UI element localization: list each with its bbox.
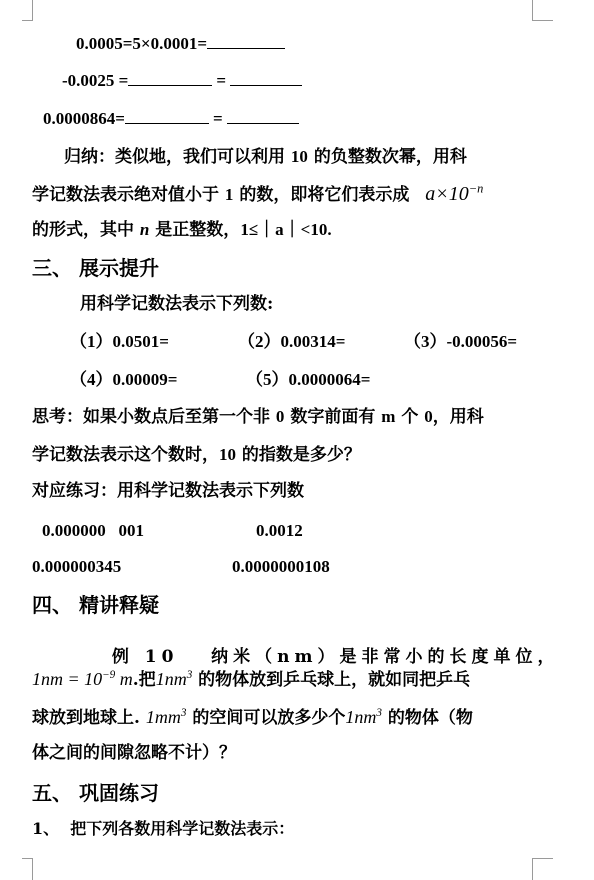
think-text: 的指数是多少？ — [236, 445, 361, 465]
section-5-heading: 五、 巩固练习 — [32, 781, 159, 805]
equation-line-1 — [76, 35, 285, 52]
answer-blank — [125, 122, 209, 124]
exercise-1-instruction: 1、 把下列各数用科学记数法表示： — [32, 819, 295, 838]
think-number: 10 — [219, 445, 236, 464]
summary-line-3 — [32, 221, 332, 239]
unit-exponent: 3 — [180, 707, 187, 720]
item-1: （1）0.0501= — [70, 332, 169, 351]
section-4-heading: 四、 精讲释疑 — [32, 593, 159, 617]
task-1-instruction: 用科学记数法表示下列数: — [80, 294, 274, 314]
summary-text: 的形式，其中 — [32, 220, 140, 240]
expr-exponent: −n — [468, 181, 484, 196]
nm-exponent: −9 — [102, 669, 116, 682]
example-text: .把 — [132, 670, 156, 690]
unit-nm3 — [345, 707, 382, 727]
example-line-1 — [90, 632, 560, 666]
think-number: 0 — [275, 407, 285, 426]
item-3: （3）-0.00056= — [404, 332, 518, 351]
example-text: 球放到地球上. — [32, 708, 146, 728]
equation-3-text: 0.0000864= — [43, 109, 125, 128]
summary-line-1 — [64, 148, 467, 166]
answer-blank — [230, 84, 302, 86]
equation-line-2 — [62, 72, 302, 89]
unit-base: 1nm — [345, 707, 377, 727]
think-text: ，用科 — [432, 407, 484, 427]
crop-mark-top-right — [532, 0, 553, 21]
think-line-1 — [32, 408, 484, 426]
think-line-2 — [32, 446, 361, 464]
nm-definition — [32, 669, 133, 689]
example-line-2 — [32, 670, 470, 689]
expr-base: a×10 — [425, 183, 469, 205]
example-text: 的物体（物 — [381, 708, 473, 728]
equals-sign: = — [216, 71, 227, 90]
equation-1-text: 0.0005=5×0.0001= — [76, 34, 208, 53]
example-line-3 — [32, 708, 473, 727]
range-condition: 1≤｜a｜<10. — [240, 220, 332, 239]
unit-m: m — [115, 669, 133, 689]
unit-mm3 — [146, 707, 187, 727]
think-text: 学记数法表示这个数时， — [32, 445, 219, 465]
equation-2-text: -0.0025 = — [62, 71, 129, 90]
crop-mark-top-left — [22, 0, 33, 21]
answer-blank — [227, 122, 299, 124]
unit-exponent: 3 — [186, 669, 193, 682]
crop-mark-bottom-left — [22, 858, 33, 880]
summary-text: 的负整数次幂，用科 — [307, 147, 467, 167]
think-number: 0 — [424, 407, 433, 426]
think-text: 思考：如果小数点后至第一个非 — [32, 407, 276, 427]
example-line-4: 体之间的间隙忽略不计）？ — [32, 743, 236, 763]
scientific-notation-expression — [425, 183, 483, 205]
practice-value-1: 0.000000 001 — [42, 521, 144, 540]
summary-line-2 — [32, 181, 484, 205]
summary-text: 归纳：类似地，我们可以利用 — [64, 147, 291, 167]
example-text: 的空间可以放多少个 — [186, 708, 346, 728]
think-text: 个 — [395, 407, 425, 427]
nm-equation: 1nm = 10 — [32, 669, 103, 689]
variable-n: n — [139, 220, 150, 239]
answer-blank — [128, 84, 212, 86]
practice-instruction: 对应练习：用科学记数法表示下列数 — [32, 481, 304, 501]
equals-sign: = — [212, 109, 223, 128]
practice-value-2: 0.0012 — [256, 521, 303, 540]
crop-mark-bottom-right — [532, 858, 553, 880]
example-title: 例 10 纳米（nm）是非常小的长度单位， — [111, 647, 560, 667]
unit-base: 1nm — [155, 669, 187, 689]
think-text: 数字前面有 — [284, 407, 382, 427]
answer-blank — [207, 47, 285, 49]
example-text: 的物体放到乒乓球上，就如同把乒乓 — [192, 670, 471, 690]
summary-text: 的数，即将它们表示成 — [233, 185, 410, 205]
variable-m: m — [381, 407, 396, 426]
unit-base: 1mm — [145, 707, 181, 727]
practice-value-4: 0.0000000108 — [232, 557, 330, 576]
item-4: （4）0.00009= — [70, 370, 178, 389]
summary-number: 10 — [290, 147, 308, 166]
summary-text: 是正整数， — [149, 220, 241, 240]
practice-value-3: 0.000000345 — [32, 557, 122, 576]
item-5: （5）0.0000064= — [246, 370, 371, 389]
section-3-heading: 三、 展示提升 — [32, 256, 159, 280]
summary-text: 学记数法表示绝对值小于 — [32, 185, 225, 205]
summary-number: 1 — [224, 185, 234, 204]
unit-exponent: 3 — [376, 707, 382, 720]
item-2: （2）0.00314= — [238, 332, 346, 351]
equation-line-3 — [43, 110, 299, 127]
unit-nm3 — [156, 669, 193, 689]
